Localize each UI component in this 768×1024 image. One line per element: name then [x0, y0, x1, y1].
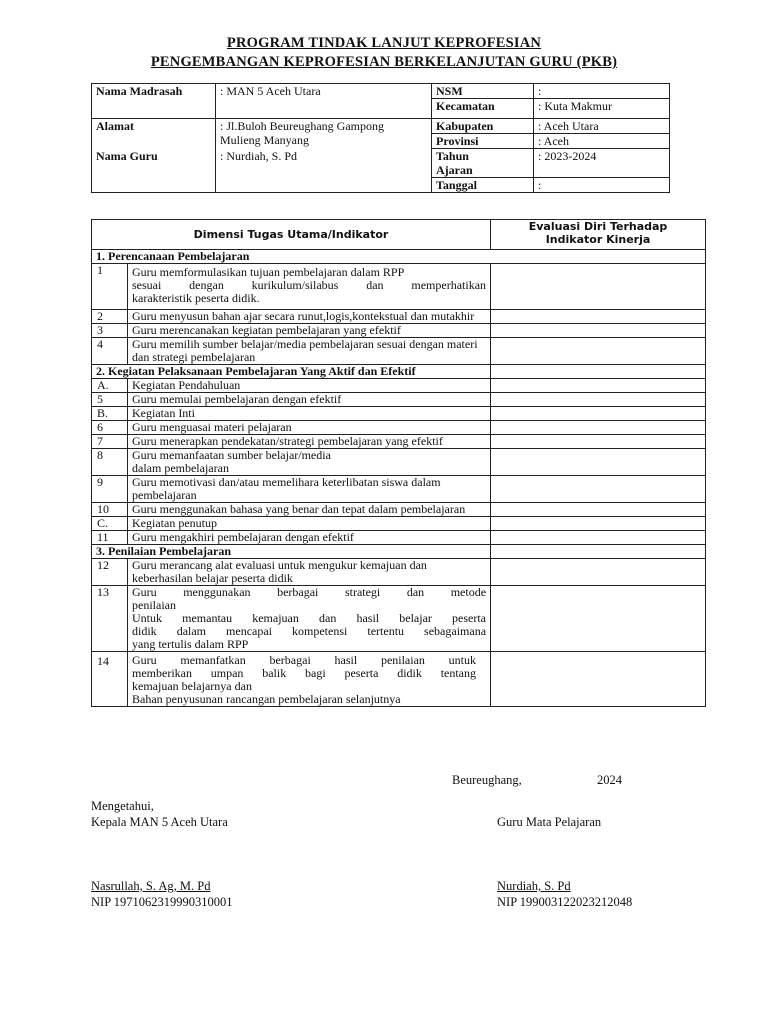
table-row — [92, 449, 706, 476]
alamat-value-line2: Mulieng Manyang — [220, 133, 309, 147]
row-number: 6 — [92, 421, 128, 435]
row-number: 3 — [92, 324, 128, 338]
table-row — [92, 324, 706, 338]
tanggal-value: : — [534, 178, 670, 193]
place-date: Beureughang, — [452, 773, 522, 787]
section-row — [92, 545, 706, 559]
evaluation-cell[interactable] — [491, 545, 706, 559]
section-1-title: 1. Perencanaan Pembelajaran — [92, 250, 706, 264]
header-evaluation-line1: Evaluasi Diri Terhadap — [528, 220, 668, 233]
identity-table — [91, 83, 670, 193]
section-2-title: 2. Kegiatan Pelaksanaan Pembelajaran Yang Aktif dan Efektif — [92, 365, 491, 379]
nsm-value: : — [534, 84, 670, 99]
kabupaten-label: Kabupaten — [432, 119, 534, 134]
row-number: 10 — [92, 503, 128, 517]
evaluation-cell[interactable] — [491, 559, 706, 586]
evaluation-cell[interactable] — [491, 652, 706, 707]
evaluation-cell[interactable] — [491, 264, 706, 310]
row-13-line5: yang tertulis dalam RPP — [132, 637, 249, 651]
document-title-line1: PROGRAM TINDAK LANJUT KEPROFESIAN — [226, 35, 542, 51]
evaluation-cell[interactable] — [491, 338, 706, 365]
document-title-line2: PENGEMBANGAN KEPROFESIAN BERKELANJUTAN GURU (PKB) — [150, 54, 618, 70]
tahun-label-line2: Ajaran — [436, 163, 473, 177]
row-number: B. — [92, 407, 128, 421]
tahun-label-line1: Tahun — [436, 149, 469, 163]
evaluation-cell[interactable] — [491, 365, 706, 379]
evaluation-cell[interactable] — [491, 531, 706, 545]
row-indicator: Guru merencanakan kegiatan pembelajaran yang efektif — [128, 324, 491, 338]
table-row — [92, 421, 706, 435]
table-header-row — [92, 220, 706, 250]
madrasah-value: : MAN 5 Aceh Utara — [216, 84, 432, 119]
alamat-label: Alamat — [92, 119, 216, 149]
row-1-line3: karakteristik peserta didik. — [132, 291, 260, 305]
row-indicator: Guru menyusun bahan ajar secara runut,logis,kontekstual dan mutakhir — [128, 310, 491, 324]
row-indicator: Guru merancang alat evaluasi untuk mengukur kemajuan dan keberhasilan belajar peserta didik — [128, 559, 491, 586]
evaluation-cell[interactable] — [491, 503, 706, 517]
row-number: 11 — [92, 531, 128, 545]
signature-year: 2024 — [597, 773, 622, 787]
row-13-line3: Untuk memantau kemajuan dan hasil belajar peserta — [132, 611, 487, 625]
row-number: 8 — [92, 449, 128, 476]
table-row — [92, 407, 706, 421]
row-indicator: Guru menguasai materi pelajaran — [128, 421, 491, 435]
row-number: 7 — [92, 435, 128, 449]
evaluation-cell[interactable] — [491, 407, 706, 421]
row-14-line4: Bahan penyusunan rancangan pembelajaran selanjutnya — [132, 692, 401, 706]
row-number: 1 — [92, 264, 128, 310]
guru-mapel-title: Guru Mata Pelajaran — [497, 815, 602, 829]
evaluation-cell[interactable] — [491, 421, 706, 435]
table-row — [92, 531, 706, 545]
row-indicator: Guru memotivasi dan/atau memelihara keterlibatan siswa dalam pembelajaran — [128, 476, 491, 503]
row-number: C. — [92, 517, 128, 531]
guru-value: : Nurdiah, S. Pd — [216, 149, 432, 193]
evaluation-cell[interactable] — [491, 449, 706, 476]
provinsi-value: : Aceh — [534, 134, 670, 149]
section-3-title: 3. Penilaian Pembelajaran — [92, 545, 491, 559]
header-evaluation — [491, 220, 706, 250]
table-row — [92, 652, 706, 707]
table-row — [92, 264, 706, 310]
row-number: 13 — [92, 586, 128, 652]
header-indicator: Dimensi Tugas Utama/Indikator — [92, 220, 491, 250]
row-number: 9 — [92, 476, 128, 503]
kepala-title: Kepala MAN 5 Aceh Utara — [91, 815, 228, 829]
row-indicator: Kegiatan penutup — [128, 517, 491, 531]
row-number: 2 — [92, 310, 128, 324]
mengetahui-label: Mengetahui, — [91, 799, 154, 813]
tahun-label — [432, 149, 534, 178]
table-row — [92, 559, 706, 586]
row-indicator: Kegiatan Inti — [128, 407, 491, 421]
row-indicator: Guru memilih sumber belajar/media pembelajaran sesuai dengan materi dan strategi pembelajaran — [128, 338, 491, 365]
evaluation-cell[interactable] — [491, 310, 706, 324]
guru-nip: NIP 199003122023212048 — [497, 895, 633, 909]
kecamatan-label: Kecamatan — [432, 99, 534, 119]
kepala-name: Nasrullah, S. Ag, M. Pd — [91, 879, 211, 893]
nsm-label: NSM — [432, 84, 534, 99]
row-13-line1: Guru menggunakan berbagai strategi dan metode — [132, 585, 487, 599]
row-indicator: Guru menggunakan bahasa yang benar dan tepat dalam pembelajaran — [128, 503, 491, 517]
row-number: A. — [92, 379, 128, 393]
tahun-value: : 2023-2024 — [534, 149, 670, 178]
table-row — [92, 476, 706, 503]
row-1-line1: Guru memformulasikan tujuan pembelajaran dalam RPP — [132, 265, 405, 279]
row-indicator: Guru menerapkan pendekatan/strategi pembelajaran yang efektif — [128, 435, 491, 449]
row-14-line2: memberikan umpan balik bagi peserta didik tentang — [132, 666, 477, 680]
row-indicator: Kegiatan Pendahuluan — [128, 379, 491, 393]
table-row — [92, 338, 706, 365]
tanggal-label: Tanggal — [432, 178, 534, 193]
provinsi-label: Provinsi — [432, 134, 534, 149]
guru-name: Nurdiah, S. Pd — [497, 879, 571, 893]
table-row — [92, 586, 706, 652]
evaluation-cell[interactable] — [491, 586, 706, 652]
row-indicator — [128, 264, 491, 310]
evaluation-cell[interactable] — [491, 393, 706, 407]
row-number: 5 — [92, 393, 128, 407]
row-13-line2: penilaian — [132, 598, 176, 612]
evaluation-cell[interactable] — [491, 517, 706, 531]
header-evaluation-line2: Indikator Kinerja — [545, 233, 651, 246]
row-number: 4 — [92, 338, 128, 365]
row-14-line3: kemajuan belajarnya dan — [132, 679, 252, 693]
kecamatan-value: : Kuta Makmur — [534, 99, 670, 119]
table-row — [92, 503, 706, 517]
evaluation-cell[interactable] — [491, 476, 706, 503]
row-14-line1: Guru memanfatkan berbagai hasil penilaian untuk — [132, 653, 477, 667]
section-row — [92, 250, 706, 264]
table-row — [92, 517, 706, 531]
section-row — [92, 365, 706, 379]
row-1-line2: sesuai dengan kurikulum/silabus dan memperhatikan — [132, 278, 487, 292]
alamat-value-line1: : Jl.Buloh Beureughang Gampong — [220, 119, 384, 133]
evaluation-cell[interactable] — [491, 379, 706, 393]
madrasah-label: Nama Madrasah — [92, 84, 216, 119]
row-number: 12 — [92, 559, 128, 586]
kepala-nip: NIP 197106231999031000​1 — [91, 895, 233, 909]
evaluation-cell[interactable] — [491, 324, 706, 338]
row-indicator — [128, 586, 491, 652]
evaluation-cell[interactable] — [491, 435, 706, 449]
kabupaten-value: : Aceh Utara — [534, 119, 670, 134]
alamat-value — [216, 119, 432, 149]
row-indicator — [128, 652, 491, 707]
evaluation-table — [91, 219, 706, 707]
row-13-line4: didik dalam mencapai kompetensi tertentu sebagaimana — [132, 624, 487, 638]
table-row — [92, 393, 706, 407]
row-indicator: Guru mengakhiri pembelajaran dengan efektif — [128, 531, 491, 545]
row-number: 14 — [92, 652, 128, 707]
table-row — [92, 435, 706, 449]
table-row — [92, 379, 706, 393]
row-indicator: Guru memulai pembelajaran dengan efektif — [128, 393, 491, 407]
row-indicator: Guru memanfaatan sumber belajar/media dalam pembelajaran — [128, 449, 491, 476]
table-row — [92, 310, 706, 324]
guru-label: Nama Guru — [92, 149, 216, 193]
